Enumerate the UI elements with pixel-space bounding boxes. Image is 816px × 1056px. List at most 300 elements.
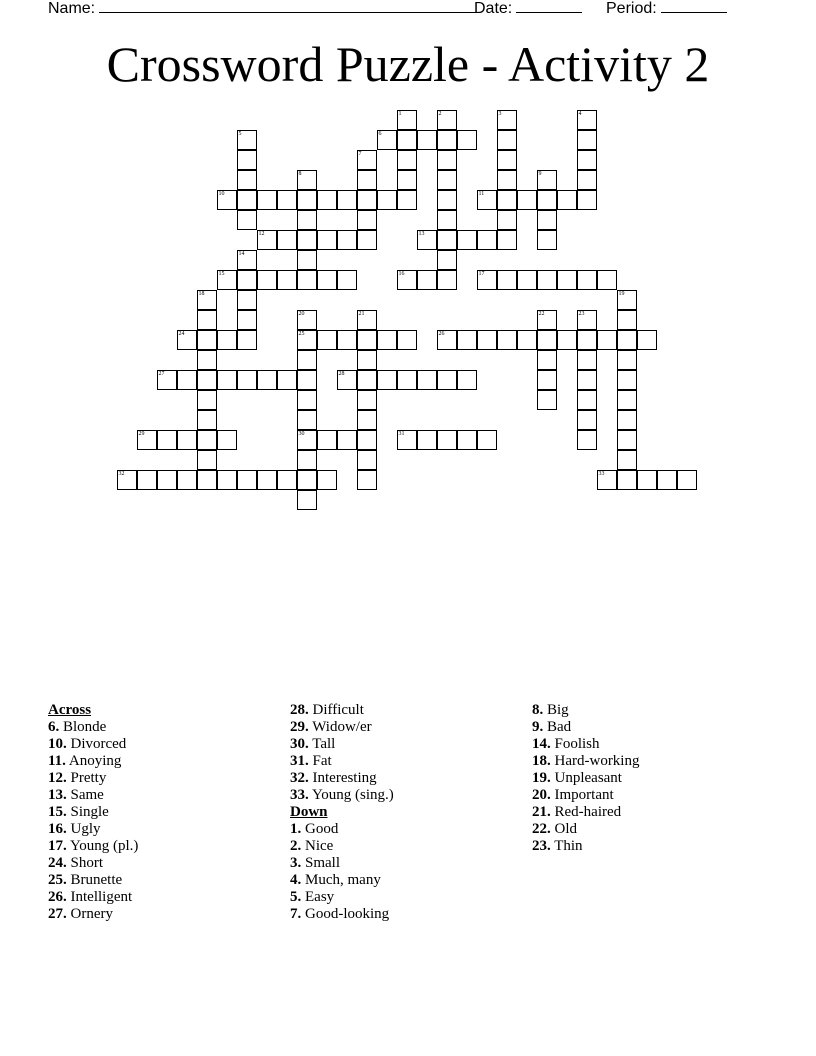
crossword-cell[interactable] [577,350,597,370]
clue-number: 14. [532,736,551,752]
crossword-cell[interactable] [437,230,457,250]
crossword-cell[interactable] [197,470,217,490]
clue-item [290,889,394,906]
crossword-cell[interactable] [397,270,417,290]
crossword-cell[interactable] [657,470,677,490]
crossword-cell[interactable] [577,170,597,190]
crossword-cell[interactable] [417,370,437,390]
clue-number: 2 [438,110,442,117]
crossword-cell[interactable] [457,330,477,350]
crossword-cell[interactable] [537,310,557,330]
clue-number: 21 [358,310,365,317]
crossword-cell[interactable] [297,450,317,470]
crossword-cell[interactable] [237,370,257,390]
clue-item [532,838,639,855]
crossword-cell[interactable] [477,230,497,250]
clue-number: 2. [290,838,302,854]
period-label: Period: [606,0,657,17]
crossword-cell[interactable] [457,130,477,150]
clue-text: Widow/er [308,719,372,735]
crossword-cell[interactable] [317,230,337,250]
crossword-cell[interactable] [277,470,297,490]
crossword-cell[interactable] [437,210,457,230]
clue-text: Difficult [308,702,364,718]
crossword-cell[interactable] [617,350,637,370]
crossword-cell[interactable] [397,130,417,150]
crossword-cell[interactable] [417,430,437,450]
crossword-cell[interactable] [337,190,357,210]
clue-item [48,753,138,770]
crossword-cell[interactable] [257,270,277,290]
crossword-cell[interactable] [277,230,297,250]
clue-number: 27. [48,906,67,922]
crossword-cell[interactable] [357,150,377,170]
crossword-cell[interactable] [577,410,597,430]
clue-column-1 [48,702,138,923]
clue-number: 16 [398,270,405,277]
crossword-cell[interactable] [357,170,377,190]
crossword-cell[interactable] [537,210,557,230]
crossword-cell[interactable] [377,370,397,390]
crossword-cell[interactable] [477,190,497,210]
crossword-cell[interactable] [557,270,577,290]
crossword-cell[interactable] [177,430,197,450]
crossword-cell[interactable] [597,270,617,290]
crossword-cell[interactable] [297,330,317,350]
crossword-cell[interactable] [337,270,357,290]
crossword-cell[interactable] [357,370,377,390]
crossword-cell[interactable] [157,370,177,390]
clue-text: Tall [308,736,336,752]
clue-item [290,838,394,855]
crossword-cell[interactable] [617,330,637,350]
date-field[interactable] [474,0,582,18]
crossword-cell[interactable] [437,330,457,350]
crossword-cell[interactable] [257,190,277,210]
page-title: Crossword Puzzle - Activity 2 [106,36,710,92]
clue-text: Red-haired [550,804,622,820]
clue-number: 15 [218,270,225,277]
crossword-cell[interactable] [357,470,377,490]
crossword-cell[interactable] [237,290,257,310]
crossword-cell[interactable] [577,150,597,170]
crossword-cell[interactable] [497,210,517,230]
crossword-cell[interactable] [617,370,637,390]
crossword-cell[interactable] [237,170,257,190]
crossword-cell[interactable] [297,370,317,390]
crossword-cell[interactable] [497,110,517,130]
crossword-cell[interactable] [497,170,517,190]
clue-item [290,719,394,736]
crossword-cell[interactable] [457,370,477,390]
crossword-cell[interactable] [237,330,257,350]
crossword-cell[interactable] [337,230,357,250]
crossword-cell[interactable] [517,330,537,350]
crossword-cell[interactable] [237,270,257,290]
crossword-cell[interactable] [197,410,217,430]
crossword-cell[interactable] [237,470,257,490]
date-label: Date: [474,0,513,17]
crossword-cell[interactable] [357,350,377,370]
clue-number: 30. [290,736,309,752]
crossword-cell[interactable] [197,290,217,310]
clue-item [48,855,138,872]
crossword-cell[interactable] [297,410,317,430]
crossword-cell[interactable] [357,430,377,450]
crossword-cell[interactable] [537,230,557,250]
clue-number: 14 [238,250,245,257]
clue-number: 12 [258,230,265,237]
crossword-cell[interactable] [197,390,217,410]
clue-number: 24. [48,855,67,871]
clue-number: 10 [218,190,225,197]
crossword-cell[interactable] [557,330,577,350]
crossword-cell[interactable] [217,470,237,490]
crossword-cell[interactable] [417,270,437,290]
crossword-cell[interactable] [357,410,377,430]
clue-text: Important [550,787,614,803]
crossword-cell[interactable] [237,190,257,210]
clue-number: 28 [338,370,345,377]
crossword-cell[interactable] [217,370,237,390]
crossword-cell[interactable] [297,250,317,270]
crossword-cell[interactable] [177,470,197,490]
crossword-cell[interactable] [577,190,597,210]
clue-number: 8. [532,702,544,718]
crossword-cell[interactable] [637,330,657,350]
crossword-cell[interactable] [277,370,297,390]
clue-item [532,804,639,821]
clue-item [48,889,138,906]
crossword-cell[interactable] [317,330,337,350]
crossword-cell[interactable] [437,110,457,130]
crossword-cell[interactable] [217,270,237,290]
crossword-cell[interactable] [317,430,337,450]
crossword-cell[interactable] [357,450,377,470]
crossword-cell[interactable] [417,230,437,250]
crossword-cell[interactable] [497,230,517,250]
crossword-cell[interactable] [477,270,497,290]
crossword-cell[interactable] [297,390,317,410]
crossword-cell[interactable] [497,270,517,290]
clue-text: Young (sing.) [308,787,394,803]
clue-number: 29. [290,719,309,735]
clue-number: 26. [48,889,67,905]
crossword-cell[interactable] [617,310,637,330]
crossword-cell[interactable] [197,330,217,350]
clue-number: 15. [48,804,67,820]
clue-text: Bad [543,719,572,735]
crossword-cell[interactable] [397,370,417,390]
clue-text: Interesting [308,770,377,786]
crossword-cell[interactable] [617,450,637,470]
down-heading: Down [290,804,328,820]
clue-number: 25. [48,872,67,888]
crossword-cell[interactable] [357,210,377,230]
crossword-cell[interactable] [437,250,457,270]
crossword-cell[interactable] [197,370,217,390]
crossword-cell[interactable] [277,190,297,210]
crossword-cell[interactable] [617,470,637,490]
name-field[interactable] [48,0,477,18]
crossword-cell[interactable] [297,230,317,250]
clue-number: 8 [298,170,302,177]
clue-item [532,702,639,719]
crossword-cell[interactable] [257,370,277,390]
crossword-cell[interactable] [537,390,557,410]
crossword-cell[interactable] [317,190,337,210]
crossword-cell[interactable] [437,370,457,390]
clue-item [290,736,394,753]
clue-text: Thin [550,838,583,854]
crossword-cell[interactable] [477,430,497,450]
period-blank-line[interactable] [661,0,727,13]
crossword-cell[interactable] [297,270,317,290]
clue-text: Big [543,702,569,718]
clue-item [532,736,639,753]
clue-number: 3. [290,855,302,871]
clue-text: Ugly [66,821,101,837]
crossword-cell[interactable] [457,230,477,250]
clue-number: 23 [578,310,585,317]
crossword-cell[interactable] [297,170,317,190]
crossword-cell[interactable] [437,430,457,450]
clue-number: 4. [290,872,302,888]
clue-text: Good [301,821,339,837]
crossword-cell[interactable] [397,110,417,130]
crossword-cell[interactable] [517,190,537,210]
crossword-cell[interactable] [597,330,617,350]
crossword-cell[interactable] [357,390,377,410]
crossword-cell[interactable] [397,170,417,190]
crossword-cell[interactable] [357,190,377,210]
crossword-cell[interactable] [237,310,257,330]
clue-item [532,821,639,838]
crossword-cell[interactable] [237,150,257,170]
crossword-cell[interactable] [217,330,237,350]
crossword-cell[interactable] [577,370,597,390]
clue-number: 13 [418,230,425,237]
clue-item [290,855,394,872]
clue-column-3 [532,702,639,855]
crossword-cell[interactable] [297,470,317,490]
clue-number: 22 [538,310,545,317]
crossword-cell[interactable] [517,270,537,290]
crossword-cell[interactable] [157,430,177,450]
clue-number: 31 [398,430,405,437]
clue-number: 19. [532,770,551,786]
crossword-cell[interactable] [577,430,597,450]
crossword-cell[interactable] [137,430,157,450]
crossword-cell[interactable] [297,210,317,230]
clue-number: 20 [298,310,305,317]
crossword-cell[interactable] [577,110,597,130]
crossword-cell[interactable] [617,410,637,430]
crossword-cell[interactable] [257,230,277,250]
crossword-cell[interactable] [617,290,637,310]
crossword-cell[interactable] [497,190,517,210]
clue-text: Young (pl.) [66,838,139,854]
crossword-cell[interactable] [337,430,357,450]
crossword-cell[interactable] [557,190,577,210]
clue-number: 3 [498,110,502,117]
clue-number: 27 [158,370,165,377]
crossword-cell[interactable] [397,430,417,450]
crossword-cell[interactable] [297,430,317,450]
clue-number: 12. [48,770,67,786]
period-field[interactable] [606,0,727,18]
crossword-cell[interactable] [377,330,397,350]
crossword-cell[interactable] [537,350,557,370]
clue-text: Foolish [550,736,600,752]
crossword-cell[interactable] [317,270,337,290]
crossword-cell[interactable] [237,250,257,270]
clue-item [290,770,394,787]
crossword-cell[interactable] [237,130,257,150]
clue-item [48,804,138,821]
crossword-cell[interactable] [217,430,237,450]
crossword-cell[interactable] [437,150,457,170]
crossword-cell[interactable] [637,470,657,490]
crossword-cell[interactable] [577,310,597,330]
crossword-cell[interactable] [117,470,137,490]
crossword-cell[interactable] [537,330,557,350]
crossword-cell[interactable] [177,370,197,390]
crossword-cell[interactable] [197,350,217,370]
clue-number: 21. [532,804,551,820]
crossword-cell[interactable] [257,470,277,490]
crossword-cell[interactable] [577,330,597,350]
crossword-cell[interactable] [457,430,477,450]
clue-text: Easy [301,889,335,905]
crossword-cell[interactable] [537,190,557,210]
crossword-cell[interactable] [137,470,157,490]
clue-text: Fat [308,753,332,769]
crossword-cell[interactable] [217,190,237,210]
clue-item [532,719,639,736]
crossword-cell[interactable] [617,390,637,410]
clue-column-2 [290,702,394,923]
crossword-cell[interactable] [297,490,317,510]
clue-number: 9. [532,719,544,735]
crossword-cell[interactable] [157,470,177,490]
clue-number: 4 [578,110,582,117]
clue-text: Pretty [66,770,107,786]
clue-text: Ornery [66,906,113,922]
clue-text: Small [301,855,341,871]
crossword-cell[interactable] [397,190,417,210]
crossword-cell[interactable] [437,170,457,190]
clue-number: 9 [538,170,542,177]
clue-number: 6 [378,130,382,137]
crossword-cell[interactable] [357,330,377,350]
clue-number: 5 [238,130,242,137]
clue-number: 23. [532,838,551,854]
crossword-cell[interactable] [497,150,517,170]
crossword-cell[interactable] [537,170,557,190]
clue-item [532,787,639,804]
clue-number: 1 [398,110,402,117]
crossword-cell[interactable] [537,370,557,390]
clue-text: Brunette [66,872,123,888]
crossword-cell[interactable] [677,470,697,490]
crossword-cell[interactable] [237,210,257,230]
crossword-cell[interactable] [397,150,417,170]
clue-number: 18 [198,290,205,297]
crossword-cell[interactable] [337,330,357,350]
clue-item [48,872,138,889]
crossword-cell[interactable] [617,430,637,450]
crossword-cell[interactable] [397,330,417,350]
clue-text: Nice [301,838,334,854]
crossword-cell[interactable] [497,130,517,150]
clue-number: 31. [290,753,309,769]
clue-number: 24 [178,330,185,337]
clue-item [48,906,138,923]
crossword-cell[interactable] [337,370,357,390]
clue-number: 1. [290,821,302,837]
crossword-cell[interactable] [597,470,617,490]
clue-text: Intelligent [66,889,133,905]
date-blank-line[interactable] [516,0,582,13]
crossword-cell[interactable] [277,270,297,290]
clue-number: 17 [478,270,485,277]
crossword-cell[interactable] [577,390,597,410]
crossword-cell[interactable] [297,310,317,330]
crossword-cell[interactable] [357,310,377,330]
crossword-cell[interactable] [377,130,397,150]
crossword-cell[interactable] [297,350,317,370]
clue-number: 33 [598,470,605,477]
crossword-cell[interactable] [197,430,217,450]
crossword-cell[interactable] [377,190,397,210]
clue-item [48,736,138,753]
crossword-cell[interactable] [497,330,517,350]
crossword-cell[interactable] [297,190,317,210]
crossword-cell[interactable] [577,270,597,290]
crossword-cell[interactable] [437,130,457,150]
crossword-cell[interactable] [577,130,597,150]
crossword-cell[interactable] [537,270,557,290]
clue-item [290,906,394,923]
crossword-cell[interactable] [417,130,437,150]
clue-number: 11. [48,753,66,769]
clue-text: Old [550,821,577,837]
crossword-cell[interactable] [437,270,457,290]
clue-number: 28. [290,702,309,718]
clue-number: 32. [290,770,309,786]
clue-number: 11 [478,190,485,197]
crossword-cell[interactable] [317,470,337,490]
clue-text: Divorced [66,736,127,752]
crossword-cell[interactable] [437,190,457,210]
name-blank-line[interactable] [99,0,477,13]
clue-number: 19 [618,290,625,297]
crossword-cell[interactable] [357,230,377,250]
clue-number: 22. [532,821,551,837]
clue-number: 26 [438,330,445,337]
clue-number: 5. [290,889,302,905]
crossword-cell[interactable] [197,310,217,330]
clue-item [532,753,639,770]
clue-number: 16. [48,821,67,837]
clue-item [290,872,394,889]
crossword-cell[interactable] [177,330,197,350]
crossword-cell[interactable] [477,330,497,350]
clue-number: 33. [290,787,309,803]
crossword-cell[interactable] [197,450,217,470]
clue-text: Much, many [301,872,381,888]
